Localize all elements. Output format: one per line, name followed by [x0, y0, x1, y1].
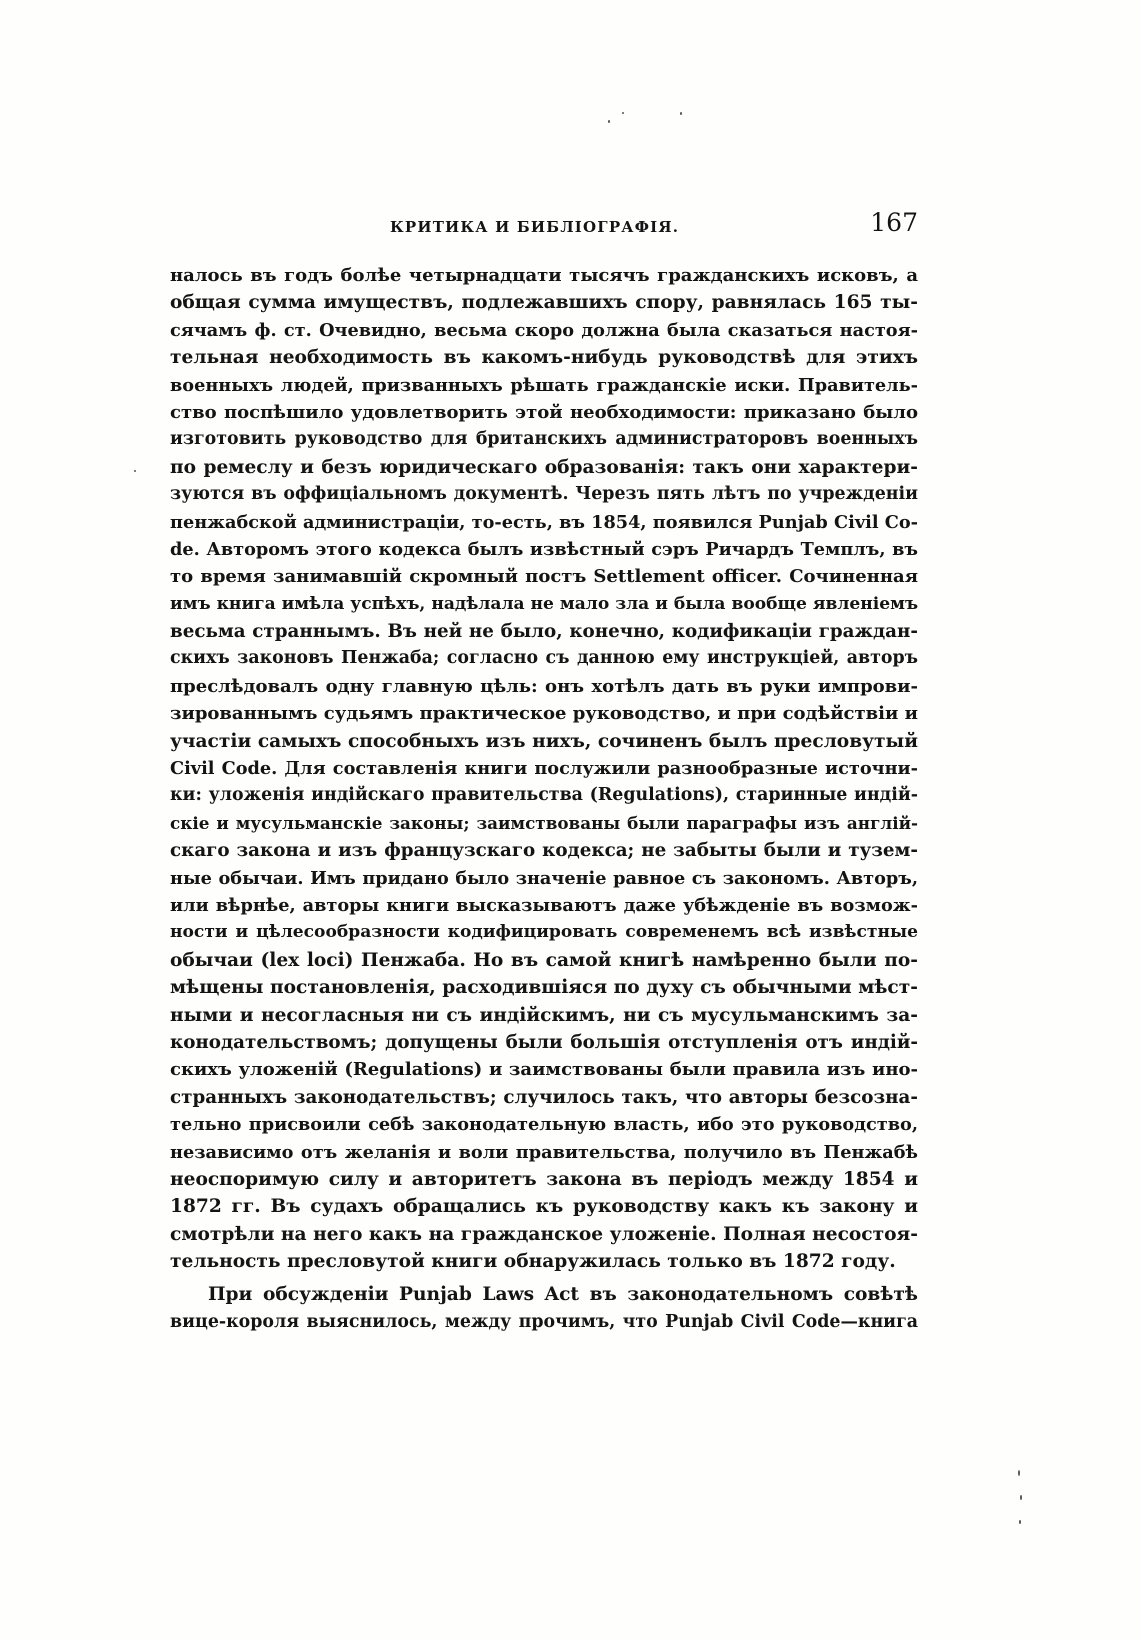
text-line: военныхъ людей, призванныхъ рѣшать гражданскіе иски. Правитель-	[170, 374, 918, 396]
page-number: 167	[870, 208, 918, 237]
text-line: скаго закона и изъ французскаго кодекса; не забыты были и тузем-	[170, 840, 918, 862]
text-line: ки: уложенія индійскаго правительства (Regulations), старинные индій-	[170, 785, 918, 806]
text-line: конодательствомъ; допущены были большія отступленія отъ индій-	[170, 1031, 918, 1053]
text-line: весьма страннымъ. Въ ней не было, конечно, кодификаціи граждан-	[170, 621, 918, 643]
text-line: мѣщены постановленія, расходившіяся по духу съ обычными мѣст-	[170, 977, 918, 999]
page-header	[170, 208, 918, 244]
text-line: налось въ годъ болѣе четырнадцати тысячъ гражданскихъ исковъ, а	[170, 265, 918, 286]
paragraph-2	[170, 1281, 918, 1336]
scan-speck	[1019, 1520, 1021, 1524]
text-line: скихъ законовъ Пенжаба; согласно съ данною ему инструкціей, авторъ	[170, 648, 918, 669]
text-line: ными и несогласныя ни съ индійскимъ, ни съ мусульманскимъ за-	[170, 1004, 918, 1026]
running-head: КРИТИКА И БИБЛІОГРАФІЯ.	[390, 218, 680, 236]
text-line: ство поспѣшило удовлетворить этой необходимости: приказано было	[170, 401, 918, 423]
scan-speck	[608, 120, 610, 123]
text-line: смотрѣли на него какъ на гражданское уложеніе. Полная несостоя-	[170, 1223, 918, 1245]
text-line: ности и цѣлесообразности кодифицировать современемъ всѣ извѣстные	[170, 922, 918, 943]
text-line: зуются въ оффиціальномъ документѣ. Черезъ пять лѣтъ по учрежденіи	[170, 484, 918, 505]
text-line: При обсужденіи Punjab Laws Act въ законодательномъ совѣтѣ	[208, 1284, 918, 1306]
text-line: ные обычаи. Имъ придано было значеніе равное съ закономъ. Авторъ,	[170, 867, 918, 889]
text-line: преслѣдовалъ одну главную цѣль: онъ хотѣлъ дать въ руки импрови-	[170, 675, 918, 697]
text-line: вице-короля выяснилось, между прочимъ, что Punjab Civil Code—книга	[170, 1311, 918, 1332]
text-line: тельная необходимость въ какомъ-нибудь руководствѣ для этихъ	[170, 347, 918, 369]
text-line: общая сумма имуществъ, подлежавшихъ спору, равнялась 165 ты-	[170, 292, 918, 314]
text-line: обычаи (lex loci) Пенжаба. Но въ самой книгѣ намѣренно были по-	[170, 949, 918, 971]
text-line: странныхъ законодательствъ; случилось такъ, что авторы безсозна-	[170, 1086, 918, 1108]
text-line: по ремеслу и безъ юридическаго образованія: такъ они характери-	[170, 456, 918, 478]
text-line: или вѣрнѣе, авторы книги высказываютъ даже убѣжденіе въ возмож-	[170, 894, 918, 916]
scan-speck	[134, 470, 136, 472]
scan-speck	[680, 112, 682, 115]
text-line: неоспоримую силу и авторитетъ закона въ періодъ между 1854 и	[170, 1168, 918, 1190]
text-line: скихъ уложеній (Regulations) и заимствованы были правила изъ ино-	[170, 1059, 918, 1081]
text-line: пенжабской администраціи, то-есть, въ 1854, появился Punjab Civil Co-	[170, 511, 918, 533]
scan-speck	[622, 112, 624, 114]
scan-speck	[1018, 1470, 1020, 1476]
text-line: изготовить руководство для британскихъ администраторовъ военныхъ	[170, 429, 918, 450]
text-line: тельность пресловутой книги обнаружилась только въ 1872 году.	[170, 1251, 896, 1273]
text-line: скіе и мусульманскіе законы; заимствованы были параграфы изъ англій-	[170, 812, 918, 833]
text-line: Civil Code. Для составленія книги послужили разнообразные источни-	[170, 758, 918, 780]
paragraph-1	[170, 262, 918, 1275]
text-line: участіи самыхъ способныхъ изъ нихъ, сочиненъ былъ пресловутый	[170, 730, 918, 752]
text-line: 1872 гг. Въ судахъ обращались къ руководству какъ къ закону и	[170, 1196, 918, 1218]
text-line: сячамъ ф. ст. Очевидно, весьма скоро должна была сказаться настоя-	[170, 319, 918, 341]
text-line: независимо отъ желанія и воли правительства, получило въ Пенжабѣ	[170, 1141, 918, 1163]
text-line: то время занимавшій скромный постъ Settlement officer. Сочиненная	[170, 566, 918, 588]
text-line: имъ книга имѣла успѣхъ, надѣлала не мало зла и была вообще явленіемъ	[170, 593, 919, 614]
body-text	[170, 262, 918, 1336]
scan-speck	[1020, 1495, 1022, 1500]
text-line: тельно присвоили себѣ законодательную власть, ибо это руководство,	[170, 1114, 918, 1136]
text-line: de. Авторомъ этого кодекса былъ извѣстный сэръ Ричардъ Темплъ, въ	[170, 538, 918, 560]
text-line: зированнымъ судьямъ практическое руководство, и при содѣйствіи и	[170, 703, 918, 725]
